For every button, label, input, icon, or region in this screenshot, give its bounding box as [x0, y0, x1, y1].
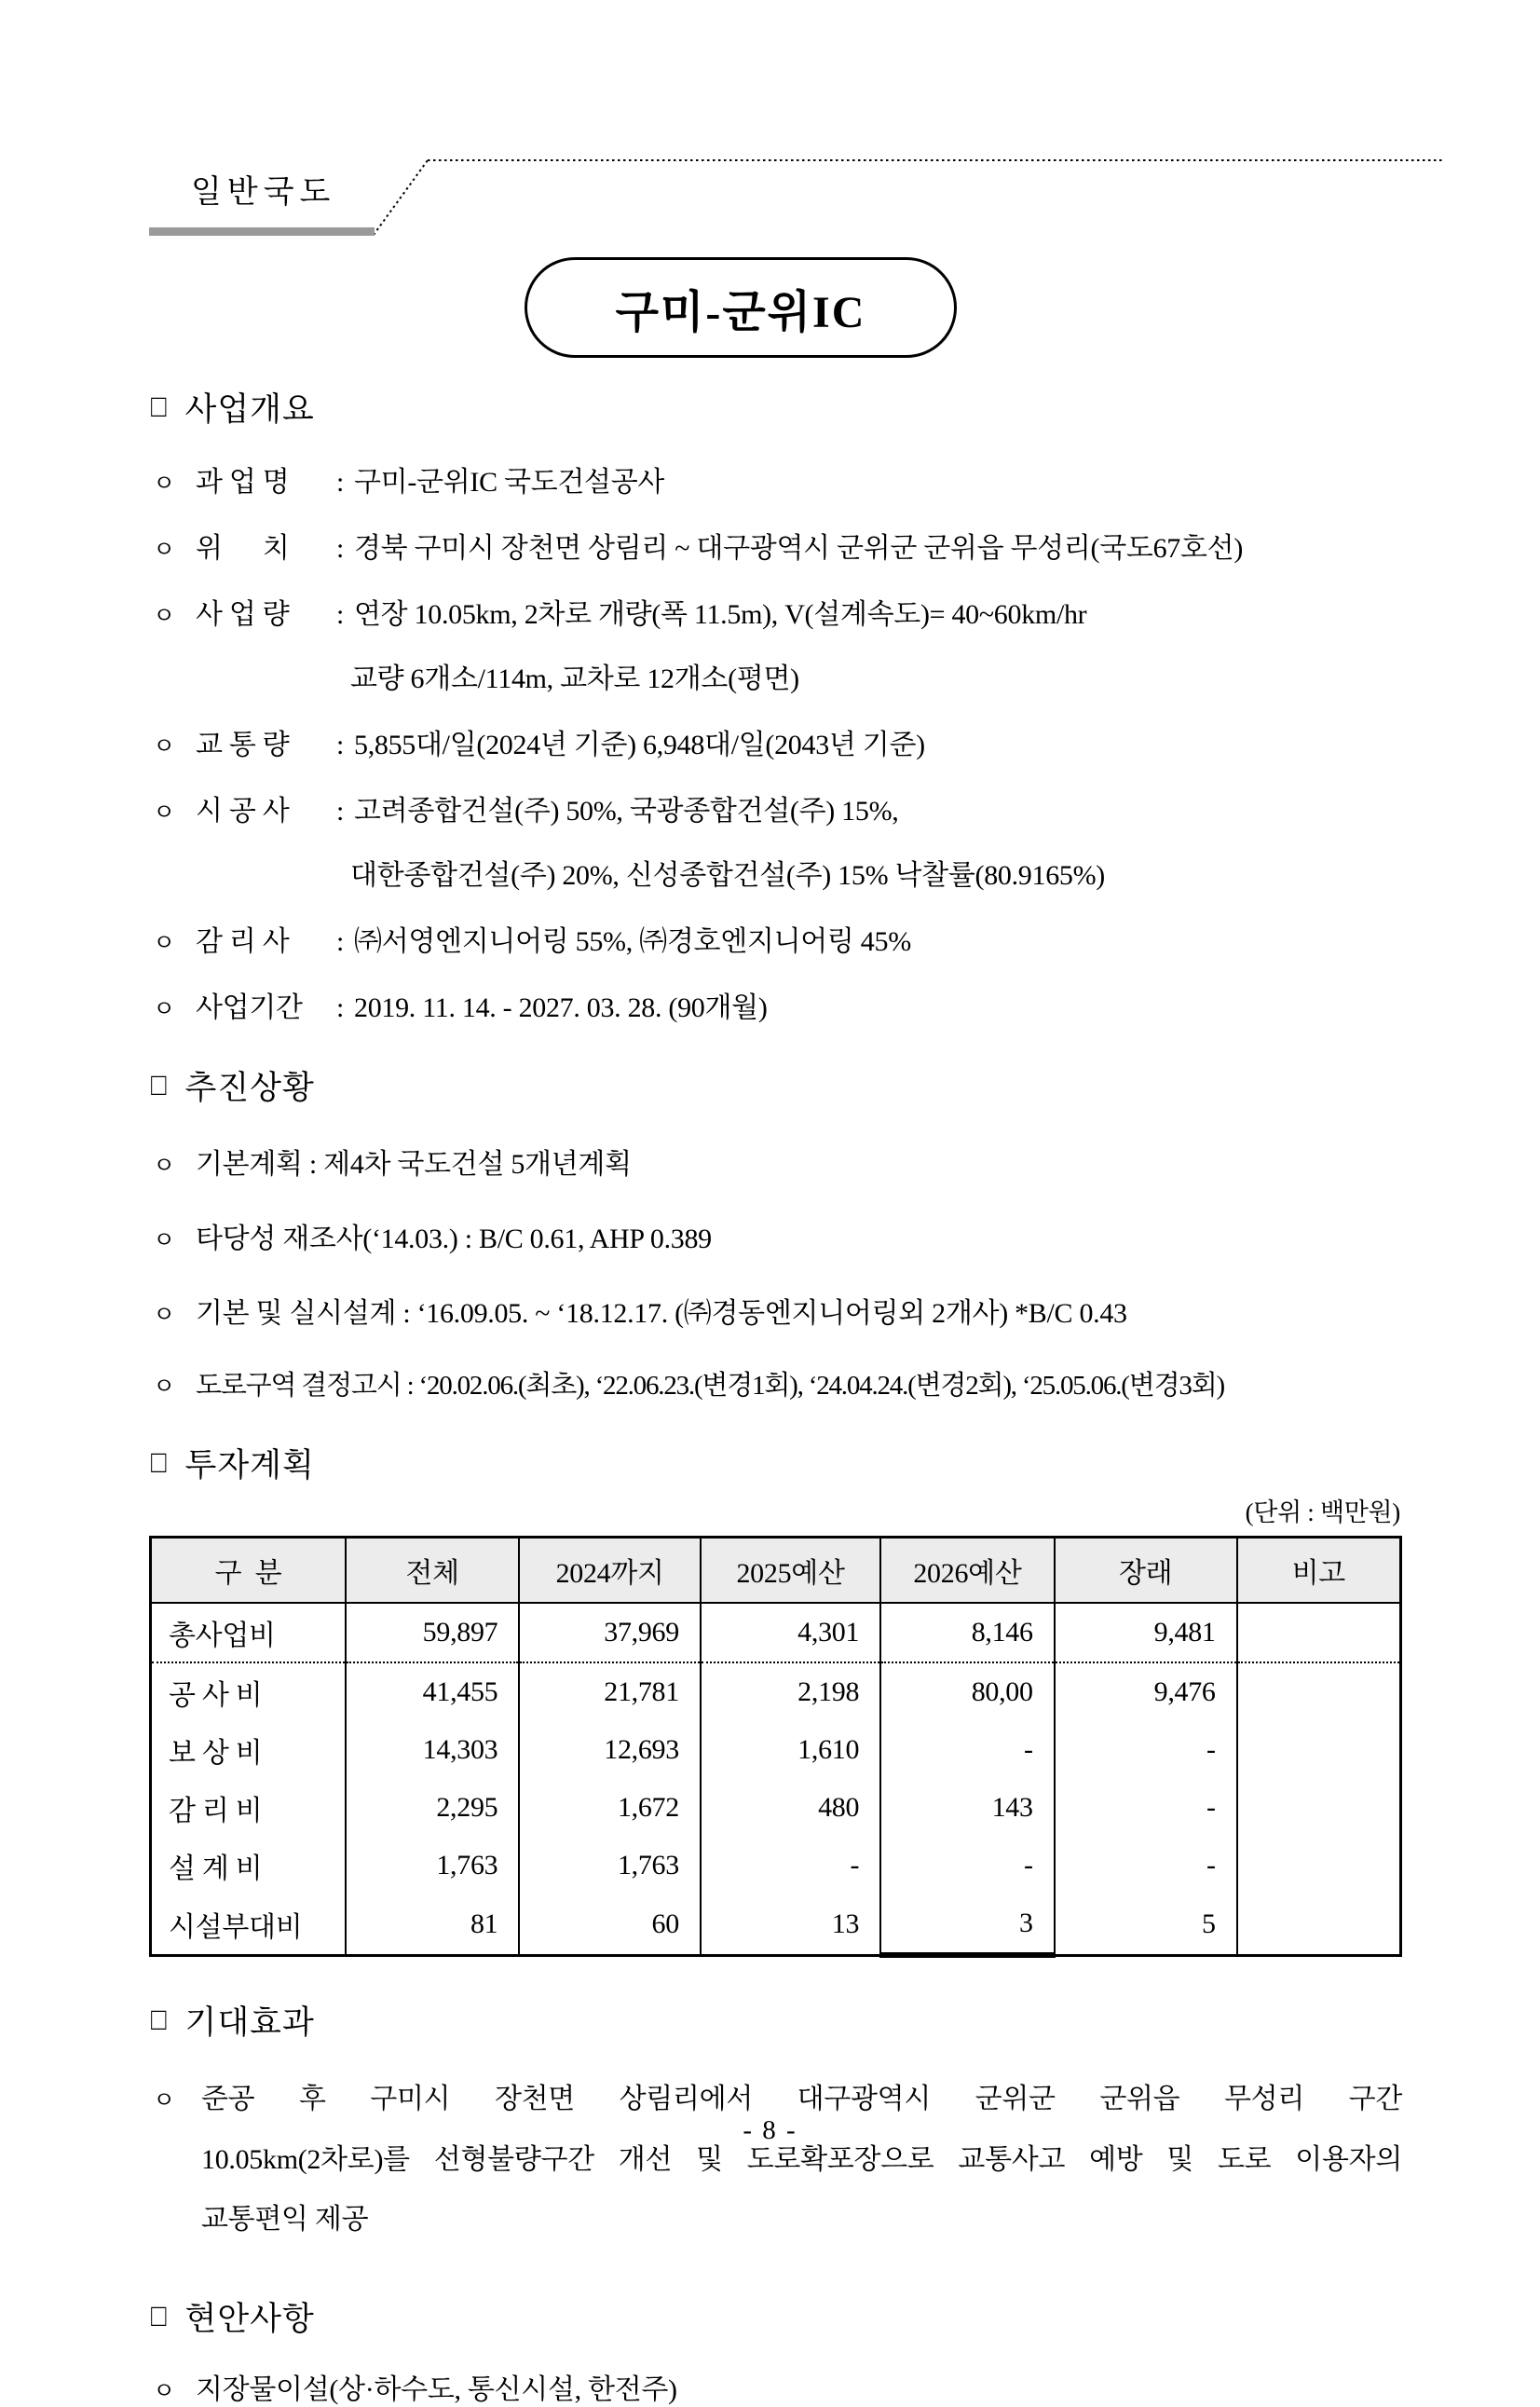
cell-value: [1237, 1721, 1401, 1779]
effects-item: [149, 2070, 1402, 2250]
circle-bullet-icon: ㅇ: [153, 1303, 175, 1328]
unit-note: (단위 : 백만원): [1245, 1498, 1400, 1526]
row-label: 공 사 비: [151, 1662, 346, 1721]
circle-bullet-icon: ㅇ: [153, 538, 175, 563]
column-header-2026-budget: 2026예산: [880, 1538, 1055, 1604]
cell-value: 143: [880, 1779, 1055, 1837]
table-row-design-cost: [151, 1837, 1401, 1894]
item-value: 구미-군위IC 국도건설공사: [354, 467, 665, 498]
item-label: 시 공 사: [196, 796, 290, 827]
overview-item-contractor-line2: 대한종합건설(주) 20%, 신성종합건설(주) 15% 낙찰률(80.9165%): [350, 860, 1105, 891]
item-value: ㈜서영엔지니어링 55%, ㈜경호엔지니어링 45%: [354, 926, 911, 957]
item-label: 교 통 량: [196, 730, 290, 760]
cell-value: -: [1055, 1779, 1237, 1837]
cell-value: 1,763: [519, 1837, 701, 1894]
circle-bullet-icon: ㅇ: [153, 734, 175, 759]
column-header-category: 구 분: [151, 1538, 346, 1604]
cell-value: 5: [1055, 1894, 1237, 1955]
cell-value: 37,969: [519, 1603, 701, 1662]
item-text: 기본계획 : 제4차 국도건설 5개년계획: [196, 1149, 632, 1180]
circle-bullet-icon: ㅇ: [153, 1374, 175, 1400]
section-heading-effects: [149, 1997, 1402, 2044]
cell-value: 81: [346, 1894, 520, 1955]
cell-value: 1,763: [346, 1837, 520, 1894]
progress-item: [149, 1215, 1402, 1256]
row-label: 총사업비: [151, 1603, 346, 1662]
item-value: 고려종합건설(주) 50%, 국광종합건설(주) 15%,: [354, 796, 899, 827]
effects-line: 교통편익 제공: [201, 2204, 369, 2235]
section-heading-text: 기대효과: [184, 2004, 315, 2041]
square-box-icon: □: [151, 2003, 168, 2037]
cell-value: [1237, 1603, 1401, 1662]
item-colon: :: [335, 796, 345, 827]
item-label: 과 업 명: [196, 467, 290, 498]
cell-value: 1,610: [701, 1721, 880, 1779]
overview-item-period: [149, 984, 1402, 1025]
document-content: [149, 384, 1402, 2407]
item-text: 지장물이설(상·하수도, 통신시설, 한전주): [196, 2373, 677, 2405]
item-value: 경북 구미시 장천면 상림리 ~ 대구광역시 군위군 군위읍 무성리(국도67호선): [354, 533, 1244, 564]
item-colon: :: [335, 599, 345, 630]
cell-value: -: [701, 1837, 880, 1894]
tab-underline-bar: [149, 227, 375, 236]
circle-bullet-icon: ㅇ: [153, 604, 175, 629]
section-heading-investment: [149, 1440, 1402, 1486]
circle-bullet-icon: ㅇ: [153, 472, 175, 497]
row-label: 보 상 비: [151, 1721, 346, 1779]
circle-bullet-icon: ㅇ: [153, 800, 175, 826]
item-colon: :: [335, 730, 345, 760]
section-heading-issues: [149, 2293, 1402, 2340]
item-colon: :: [335, 992, 345, 1023]
circle-bullet-icon: ㅇ: [153, 931, 175, 956]
cell-value: 60: [519, 1894, 701, 1955]
square-box-icon: □: [151, 1068, 168, 1102]
item-value: 5,855대/일(2024년 기준) 6,948대/일(2043년 기준): [354, 730, 925, 760]
item-text: 도로구역 결정고시 : ‘20.02.06.(최초), ‘22.06.23.(변경1회), ‘24.04.24.(변경2회), ‘25.05.06.(변경3회): [196, 1371, 1224, 1401]
overview-item-scope: [149, 591, 1402, 632]
overview-item-traffic: [149, 721, 1402, 762]
issues-item: [149, 2366, 1402, 2407]
section-heading-text: 현안사항: [184, 2300, 315, 2337]
section-heading-text: 사업개요: [184, 391, 315, 428]
item-label: 감 리 사: [196, 926, 290, 957]
cell-value: 21,781: [519, 1662, 701, 1721]
effects-line: 준공 후 구미시 장천면 상림리에서 대구광역시 군위군 군위읍 무성리 구간: [201, 2084, 1402, 2114]
overview-item-supervisor: [149, 918, 1402, 959]
cell-value: -: [880, 1837, 1055, 1894]
section-heading-text: 추진상황: [184, 1070, 315, 1106]
item-value: 2019. 11. 14. - 2027. 03. 28. (90개월): [354, 992, 768, 1023]
table-header-row: [151, 1538, 1401, 1604]
column-header-note: 비고: [1237, 1538, 1401, 1604]
circle-bullet-icon: ㅇ: [153, 1228, 175, 1253]
item-colon: :: [335, 533, 345, 564]
column-header-total: 전체: [346, 1538, 520, 1604]
item-value: 연장 10.05km, 2차로 개량(폭 11.5m), V(설계속도)= 40~60km/hr: [354, 599, 1087, 630]
column-header-until-2024: 2024까지: [519, 1538, 701, 1604]
cell-value: [1237, 1662, 1401, 1721]
cell-value: [1237, 1837, 1401, 1894]
square-box-icon: □: [151, 390, 168, 424]
overview-item-contractor: [149, 787, 1402, 828]
cell-value: 8,146: [880, 1603, 1055, 1662]
item-colon: :: [335, 926, 345, 957]
circle-bullet-icon: ㅇ: [153, 997, 175, 1022]
circle-bullet-icon: ㅇ: [153, 2088, 175, 2113]
row-label: 감 리 비: [151, 1779, 346, 1837]
cell-value: 59,897: [346, 1603, 520, 1662]
effects-paragraph: [201, 2070, 1402, 2250]
table-row-total-cost: [151, 1603, 1401, 1662]
progress-item: [149, 1290, 1402, 1331]
table-row-compensation-cost: [151, 1721, 1401, 1779]
slanted-rule-line: [374, 160, 428, 235]
cell-value: 14,303: [346, 1721, 520, 1779]
table-row-supervision-cost: [151, 1779, 1401, 1837]
cell-value: -: [1055, 1837, 1237, 1894]
header-rule-graphic: [0, 0, 1540, 252]
column-header-future: 장래: [1055, 1538, 1237, 1604]
cell-value: [1237, 1894, 1401, 1955]
cell-value: 2,295: [346, 1779, 520, 1837]
section-heading-text: 투자계획: [184, 1447, 315, 1484]
cell-value: [1237, 1779, 1401, 1837]
cell-value: 13: [701, 1894, 880, 1955]
circle-bullet-icon: ㅇ: [153, 2378, 175, 2404]
cell-value: 80,00: [880, 1662, 1055, 1721]
item-label: 사업기간: [196, 992, 303, 1023]
cell-value: 3: [880, 1894, 1055, 1955]
table-row-incidental-cost: [151, 1894, 1401, 1955]
row-label: 설 계 비: [151, 1837, 346, 1894]
column-header-2025-budget: 2025예산: [701, 1538, 880, 1604]
section-heading-overview: [149, 384, 1402, 431]
page-title: [525, 257, 957, 358]
table-row-construction-cost: [151, 1662, 1401, 1721]
cell-value: 2,198: [701, 1662, 880, 1721]
square-box-icon: □: [151, 2298, 168, 2333]
row-label: 시설부대비: [151, 1894, 346, 1955]
item-label: 사 업 량: [196, 599, 290, 630]
square-box-icon: □: [151, 1445, 168, 1480]
cell-value: 4,301: [701, 1603, 880, 1662]
section-heading-progress: [149, 1062, 1402, 1109]
progress-item: [149, 1364, 1402, 1402]
cell-value: 1,672: [519, 1779, 701, 1837]
item-colon: :: [335, 467, 345, 498]
overview-item-scope-line2: 교량 6개소/114m, 교차로 12개소(평면): [350, 663, 799, 694]
cell-value: -: [1055, 1721, 1237, 1779]
overview-item-location: [149, 525, 1402, 566]
item-text: 기본 및 실시설계 : ‘16.09.05. ~ ‘18.12.17. (㈜경동엔지니어링외 2개사) *B/C 0.43: [196, 1298, 1127, 1329]
category-tab-label: 일반국도: [191, 175, 336, 210]
investment-table: [149, 1536, 1402, 1958]
cell-value: 9,481: [1055, 1603, 1237, 1662]
overview-item-project-name: [149, 458, 1402, 499]
circle-bullet-icon: ㅇ: [153, 1154, 175, 1179]
item-label: 위 치: [196, 533, 290, 564]
page-title-text: 구미-군위IC: [615, 287, 866, 337]
cell-value: -: [880, 1721, 1055, 1779]
progress-item: [149, 1141, 1402, 1182]
item-text: 타당성 재조사(‘14.03.) : B/C 0.61, AHP 0.389: [196, 1224, 712, 1254]
cell-value: 480: [701, 1779, 880, 1837]
effects-line: 10.05km(2차로)를 선형불량구간 개선 및 도로확포장으로 교통사고 예방 및 도로 이용자의: [201, 2143, 1402, 2175]
page-number: - 8 -: [743, 2115, 797, 2145]
cell-value: 9,476: [1055, 1662, 1237, 1721]
cell-value: 41,455: [346, 1662, 520, 1721]
cell-value: 12,693: [519, 1721, 701, 1779]
